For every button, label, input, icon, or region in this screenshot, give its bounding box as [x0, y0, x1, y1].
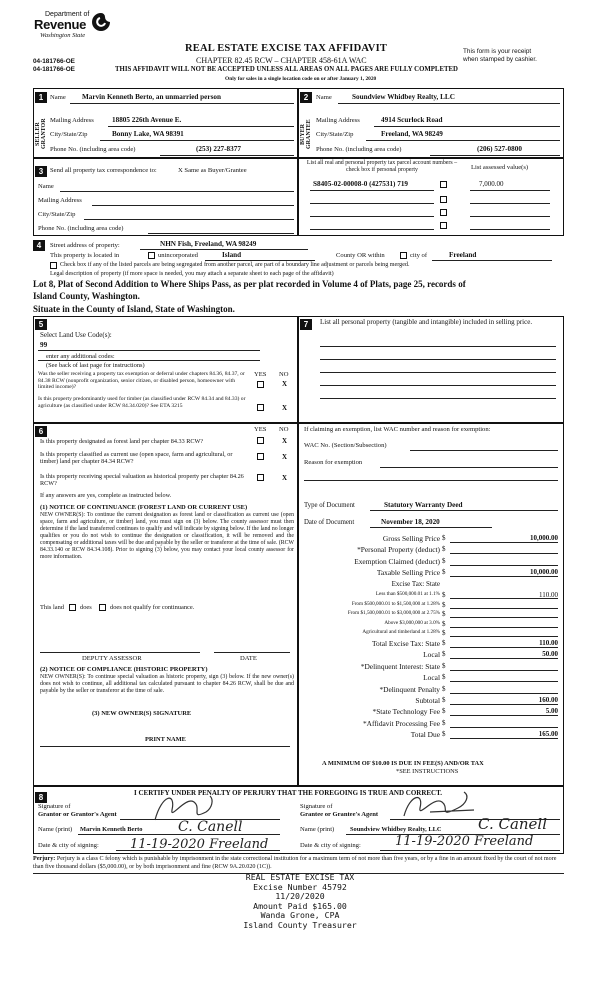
grantor-sig-label-2: Grantor or Grantor's Agent	[38, 811, 117, 818]
stamp-line-1: REAL ESTATE EXCISE TAX	[245, 872, 355, 882]
grantor-print-name: Marvin Kenneth Berto	[80, 826, 143, 833]
tax-row-label: Local	[423, 650, 440, 660]
legal-line-3: Situate in the County of Island, State of Washington.	[33, 304, 235, 314]
stamp-line-5: Wanda Grone, CPA	[260, 910, 340, 920]
personal-property-label: List all personal property (tangible and intangible) included in selling price.	[320, 318, 533, 326]
additional-codes-label: enter any additional codes:	[46, 353, 115, 360]
see-back-note: (See back of last page for instructions)	[46, 362, 145, 369]
tax-row-value: 165.00	[538, 730, 558, 739]
parcel-header: List all real and personal property tax parcel account numbers – check box if personal property	[306, 160, 458, 174]
notice-1-title: (1) NOTICE OF CONTINUANCE (FOREST LAND OR CURRENT USE)	[40, 504, 248, 511]
s3-name-label: Name	[38, 183, 54, 190]
tax-row-value: 110.00	[539, 639, 558, 647]
city-of-checkbox[interactable]	[400, 252, 407, 259]
legal-line-2: Island County, Washington.	[33, 291, 140, 301]
county-name: Island	[222, 251, 242, 259]
land-does-label: does	[80, 604, 92, 611]
street-address: NHN Fish, Freeland, WA 98249	[160, 240, 257, 248]
city-name: Freeland	[449, 251, 477, 259]
tax-row-dollar: $	[442, 556, 446, 565]
section-8-number: 8	[35, 792, 47, 803]
s6-q3-yes-checkbox[interactable]	[257, 474, 264, 481]
tax-row-dollar: $	[442, 568, 446, 577]
tax-row-label: From $1,500,000.01 to $3,000,000 at 2.75%	[347, 610, 440, 617]
buyer-name: Soundview Whidbey Realty, LLC	[352, 93, 455, 101]
land-does-not-label: does not qualify for continuance.	[110, 604, 195, 611]
tax-row-value: 10,000.00	[530, 534, 558, 542]
stamp-line-6: Island County Treasurer	[243, 919, 357, 930]
grantee-hand-name: C. Canell	[478, 815, 548, 833]
tax-row-label: Agricultural and timberland at 1.28%	[362, 629, 440, 636]
seller-mail: 18805 226th Avenue E.	[112, 116, 182, 124]
s6-q1-yes-checkbox[interactable]	[257, 437, 264, 444]
tax-row-label: *Delinquent Interest: State	[360, 661, 440, 671]
city-of-label: city of	[410, 252, 428, 259]
tax-row-dollar: $	[442, 600, 446, 609]
tax-row-value: 10,000.00	[530, 568, 558, 577]
section-2-number: 2	[300, 92, 312, 103]
s6-q3-answer: X	[282, 474, 288, 482]
form-subtitle: CHAPTER 82.45 RCW – CHAPTER 458-61A WAC	[196, 56, 367, 65]
tax-row-dollar: $	[442, 661, 446, 670]
grantee-sig-label: Signature of	[300, 803, 333, 810]
county-or-label: County OR within	[336, 252, 385, 259]
s3-city-label: City/State/Zip	[38, 211, 76, 218]
tax-row-dollar: $	[442, 650, 446, 659]
tax-row-label: Taxable Selling Price	[376, 568, 440, 578]
land-use-code: 99	[40, 341, 48, 349]
form-title: REAL ESTATE EXCISE TAX AFFIDAVIT	[185, 43, 388, 54]
tax-row-dollar: $	[442, 730, 446, 739]
certify-statement: I CERTIFY UNDER PENALTY OF PERJURY THAT THE FOREGOING IS TRUE AND CORRECT.	[134, 789, 443, 797]
assessed-value: 7,000.00	[479, 180, 504, 188]
seller-side-label: SELLER GRANTOR	[35, 118, 47, 150]
tax-row-dollar: $	[442, 673, 446, 682]
unincorporated-label: unincorporated	[158, 252, 198, 259]
land-does-checkbox[interactable]	[69, 604, 76, 611]
tax-row-dollar: $	[442, 534, 446, 542]
buyer-city-label: City/State/Zip	[316, 131, 354, 138]
receipt-note-1: This form is your receipt	[463, 48, 532, 55]
tax-row-label: Gross Selling Price	[382, 534, 440, 543]
buyer-mail-label: Mailing Address	[316, 117, 360, 124]
tax-row-label: Total Due	[410, 730, 440, 740]
buyer-phone-label: Phone No. (including area code)	[316, 146, 402, 153]
buyer-city: Freeland, WA 98249	[381, 130, 443, 138]
segregate-note: Check box if any of the listed parcels are being segregated from another parcel, are part of a boundary line adjustment or parcels being merged.	[60, 262, 410, 268]
seller-city: Bonny Lake, WA 98391	[112, 130, 184, 138]
grantor-hand-name: C. Canell	[178, 819, 243, 835]
exemption-label: If claiming an exemption, list WAC number and reason for exemption:	[304, 426, 491, 433]
deputy-date-label: DATE	[240, 655, 257, 662]
notice-3-title: (3) NEW OWNER(S) SIGNATURE	[92, 710, 192, 717]
section-7	[298, 316, 564, 423]
seller-name-label: Name	[50, 94, 66, 101]
seller-city-label: City/State/Zip	[50, 131, 88, 138]
street-label: Street address of property:	[50, 242, 120, 249]
s6-no: NO	[279, 426, 289, 433]
seller-mail-label: Mailing Address	[50, 117, 94, 124]
s3-phone-label: Phone No. (including area code)	[38, 225, 124, 232]
personal-property-checkbox-3[interactable]	[440, 209, 447, 216]
grantee-name-label: Name (print)	[300, 826, 335, 833]
form-id-2: 04-181766-OE	[33, 66, 75, 73]
grantee-sig-label-2: Grantee or Grantee's Agent	[300, 811, 379, 818]
tax-row-dollar: $	[442, 545, 446, 554]
tax-row-dollar: $	[442, 684, 446, 693]
minimum-note: A MINIMUM OF $10.00 IS DUE IN FEE(S) AND/OR TAX	[322, 760, 484, 767]
section-6-number: 6	[35, 426, 47, 437]
grantor-hand-date-city: 11-19-2020 Freeland	[130, 837, 269, 852]
same-as-buyer: X Same as Buyer/Grantee	[178, 167, 247, 174]
tax-row-value: 160.00	[538, 696, 558, 704]
assessed-header: List assessed value(s)	[471, 164, 529, 171]
s6-q2-answer: X	[282, 453, 288, 461]
notice-2-body: NEW OWNER(S): To continue special valuation as historic property, sign (3) below. If the new owner(s) does not wish to continue, all additional tax calculated pursuant to chapter 84.26 RCW, shall be due and payable by the seller or transferor at the time of sale.	[40, 674, 294, 694]
doc-type-label: Type of Document	[304, 502, 355, 509]
perjury-note	[33, 856, 564, 871]
grantee-signature	[400, 788, 480, 822]
grantee-hand-date-city: 11-19-2020 Freeland	[395, 834, 534, 849]
seller-name: Marvin Kenneth Berto, an unmarried person	[82, 93, 221, 101]
seller-phone: (253) 227-8377	[196, 145, 241, 153]
tax-row-label: Above $3,000,000 at 3.0%	[384, 619, 440, 626]
s5-question-1: Was the seller receiving a property tax exemption or deferral under chapters 84.36, 84.37, or 84.38 RCW (nonprofit organization, senior citizen, or disabled person, homeowner with limited income)?	[38, 371, 245, 391]
s6-question-2: Is this property classified as current use (open space, farm and agricultural, or timber) land per chapter 84.34 RCW?	[40, 451, 233, 465]
wac-label: WAC No. (Section/Subsection)	[304, 442, 387, 449]
unincorporated-checkbox[interactable]	[148, 252, 155, 259]
tax-row-label: *Delinquent Penalty	[379, 684, 440, 694]
grantor-date-city-label: Date & city of signing:	[38, 842, 99, 849]
land-does-not-checkbox[interactable]	[99, 604, 106, 611]
buyer-mail: 4914 Scurlock Road	[381, 116, 443, 124]
doc-date: November 18, 2020	[381, 518, 440, 526]
personal-property-checkbox-2[interactable]	[440, 196, 447, 203]
stamp-line-3: 11/20/2020	[275, 891, 325, 901]
logo-line3: Washington State	[40, 32, 86, 39]
tax-row-label: Exemption Claimed (deduct)	[354, 556, 440, 566]
print-name-label: PRINT NAME	[145, 736, 186, 743]
s5-q1-yes-checkbox[interactable]	[257, 381, 264, 388]
buyer-phone: (206) 527-0800	[477, 145, 522, 153]
seller-phone-label: Phone No. (including area code)	[50, 146, 136, 153]
tax-row-label: Less than $500,000.01 at 1.1%	[375, 591, 440, 597]
s3-mail-label: Mailing Address	[38, 197, 82, 204]
s5-yes: YES	[254, 371, 267, 378]
located-label: This property is located in	[50, 252, 120, 259]
tax-row-label: From $500,000.01 to $1,500,000 at 1.28%	[351, 600, 440, 607]
s5-question-2: Is this property predominantly used for timber (as classified under RCW 84.34 and 84.33) or agriculture (as classified under RCW 84.34.020)? See ETA 3215	[38, 396, 246, 409]
tax-row-label: Total Excise Tax: State	[372, 639, 440, 648]
legal-label: Legal description of property (if more space is needed, you may attach a separate sheet to each page of the affidavit)	[50, 271, 334, 277]
land-use-label: Select Land Use Code(s):	[40, 331, 112, 339]
logo-line1: Department of	[45, 11, 90, 18]
legal-line-1: Lot 8, Plat of Second Addition to Where Ships Pass, as per plat recorded in Volume 4 of Plats, page 25, records of	[33, 279, 466, 289]
s5-q1-answer: X	[282, 380, 288, 388]
parcel-number: S8405-02-00008-0 (427531) 719	[313, 180, 409, 188]
tax-row-dollar: $	[442, 707, 446, 716]
section-5-number: 5	[35, 319, 47, 330]
section-3-number: 3	[35, 166, 47, 177]
s6-question-3: Is this property receiving special valuation as historical property per chapter 84.26 RCW?	[40, 473, 244, 487]
if-any-yes: If any answers are yes, complete as instructed below.	[40, 492, 172, 499]
see-instructions: *SEE INSTRUCTIONS	[396, 768, 459, 775]
stamp-line-4: Amount Paid $165.00	[253, 900, 347, 911]
tax-row-label: Subtotal	[415, 696, 440, 705]
s6-q1-answer: X	[282, 437, 288, 445]
grantor-sig-label: Signature of	[38, 803, 71, 810]
tax-row-dollar: $	[442, 696, 446, 704]
s5-no: NO	[279, 371, 289, 378]
tax-row-dollar: $	[442, 610, 446, 619]
treasurer-stamp	[200, 873, 400, 930]
logo-swirl-icon	[90, 11, 112, 33]
tax-row-value: 110.00	[539, 591, 558, 599]
personal-property-checkbox-4[interactable]	[440, 222, 447, 229]
form-only-for: Only for sales in a single location code on or after January 1, 2020	[225, 76, 377, 82]
grantee-print-name: Soundview Whidbey Realty, LLC	[350, 826, 442, 833]
s6-q2-yes-checkbox[interactable]	[257, 453, 264, 460]
this-land-label: This land	[40, 604, 64, 611]
tax-row-label: *Personal Property (deduct)	[357, 545, 440, 555]
tax-row-dollar: $	[442, 629, 446, 638]
perjury-text: Perjury is a class C felony which is punishable by imprisonment in the state correctional institution for a maximum term of not more than five years, or by a fine in an amount fixed by the court of not more than five thousand dollars ($5,000.00), or by both imprisonment and fine (RCW 9A.20.020 (1C)).	[33, 856, 557, 870]
dor-logo	[34, 11, 124, 43]
segregate-checkbox[interactable]	[50, 262, 57, 269]
s5-q2-answer: X	[282, 404, 288, 412]
tax-row-value: 5.00	[545, 707, 558, 716]
tax-row-dollar: $	[442, 639, 446, 647]
tax-row-label: *State Technology Fee	[372, 707, 440, 717]
deputy-assessor-label: DEPUTY ASSESSOR	[82, 655, 142, 662]
section-1-number: 1	[35, 92, 47, 103]
section-7-number: 7	[300, 319, 312, 330]
form-id-1: 04-181766-OE	[33, 58, 75, 65]
s5-q2-yes-checkbox[interactable]	[257, 404, 264, 411]
grantor-name-label: Name (print)	[38, 826, 73, 833]
receipt-note-2: when stamped by cashier.	[463, 56, 537, 63]
stamp-line-2: Excise Number 45792	[253, 881, 347, 892]
buyer-name-label: Name	[316, 94, 332, 101]
send-correspondence-label: Send all property tax correspondence to:	[50, 167, 157, 174]
tax-row-label: Excise Tax: State	[391, 579, 440, 588]
tax-row-dollar: $	[442, 619, 446, 628]
tax-row-label: Local	[423, 673, 440, 683]
perjury-label: Perjury:	[33, 856, 56, 862]
buyer-side-label: BUYER GRANTEE	[300, 119, 312, 149]
tax-row-dollar: $	[442, 718, 446, 727]
doc-date-label: Date of Document	[304, 519, 355, 526]
grantee-date-city-label: Date & city of signing:	[300, 842, 361, 849]
s6-yes: YES	[254, 426, 267, 433]
doc-type: Statutory Warranty Deed	[384, 501, 463, 509]
tax-row-dollar: $	[442, 591, 446, 599]
s6-question-1: Is this property designated as forest land per chapter 84.33 RCW?	[40, 438, 204, 445]
logo-line2: Revenue	[34, 17, 87, 32]
section-4-number: 4	[33, 240, 45, 251]
reason-label: Reason for exemption	[304, 459, 363, 466]
tax-row-label: *Affidavit Processing Fee	[362, 718, 440, 728]
tax-row-value: 50.00	[542, 650, 558, 659]
form-warning: THIS AFFIDAVIT WILL NOT BE ACCEPTED UNLESS ALL AREAS ON ALL PAGES ARE FULLY COMPLETED	[115, 66, 458, 73]
notice-2-title: (2) NOTICE OF COMPLIANCE (HISTORIC PROPERTY)	[40, 666, 208, 673]
notice-1-body: NEW OWNER(S): To continue the current designation as forest land or classification as current use (open space, farm and agriculture, or timber) land, you must sign on (3) below. The county assessor must then determine if the land transferred continues to qualify and will indicate by signing below. If the land no longer qualifies or you do not wish to continue the designation or classification, it will be removed and the compensating or additional taxes will be due and payable by the seller or transferor at the time of sale. (RCW 84.33.140 or RCW 84.34.108). Prior to signing (3) below, you may contact your local county assessor for more information.	[40, 512, 294, 560]
personal-property-checkbox-1[interactable]	[440, 181, 447, 188]
